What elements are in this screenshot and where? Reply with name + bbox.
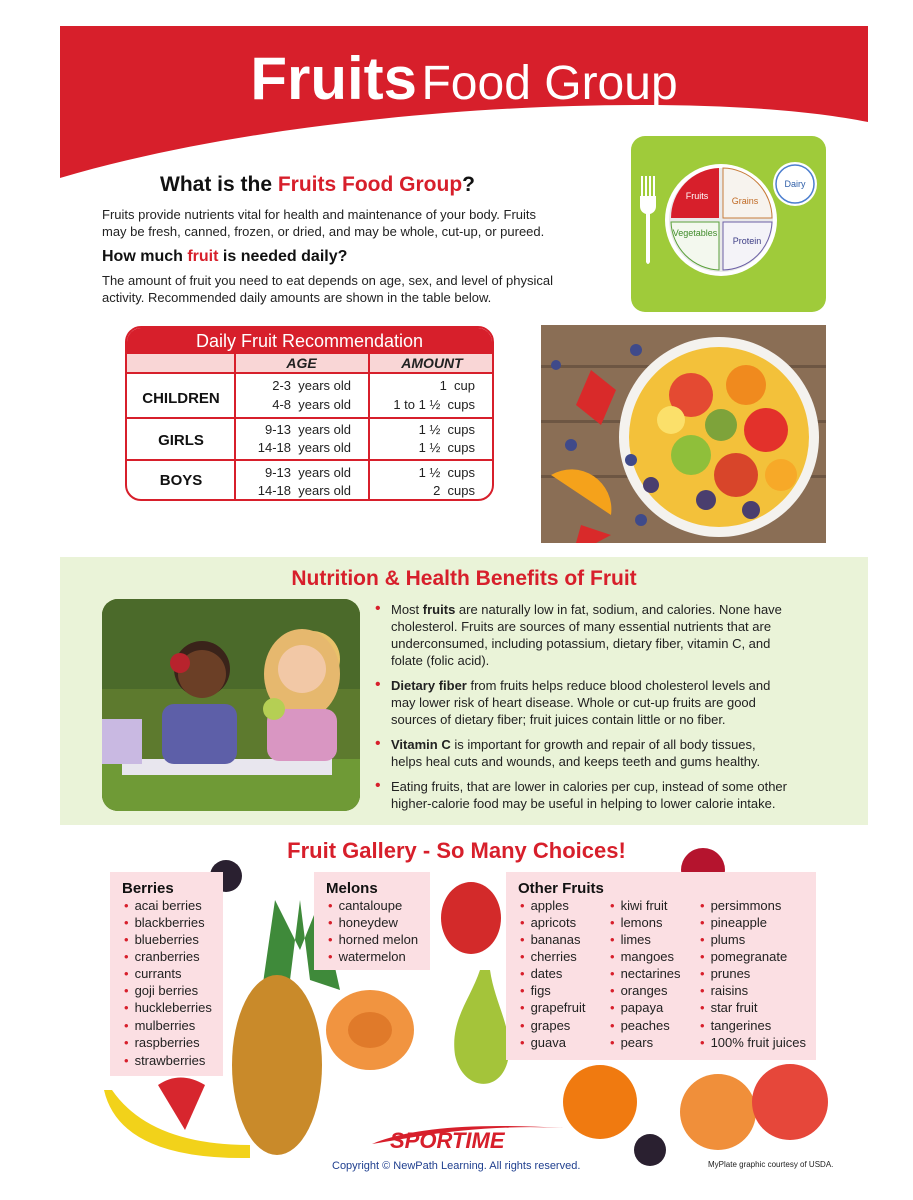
fork-icon	[640, 176, 656, 264]
q2-suffix: is needed daily?	[218, 248, 348, 265]
list-item: • cantaloupe	[328, 898, 402, 913]
b1-l3: underconsumed, including potassium, dietary fiber, vitamin C, and	[391, 636, 771, 651]
fruit-bowl-photo	[541, 325, 826, 543]
group-boys: BOYS	[159, 472, 203, 489]
plate-protein-label: Protein	[732, 236, 762, 246]
p2-line1: The amount of fruit you need to eat depends on age, sex, and level of physical	[102, 273, 553, 288]
list-item: • goji berries	[124, 983, 198, 998]
b3-l2: helps heal cuts and wounds, and keeps teeth and gums healthy.	[391, 754, 761, 769]
gallery-title: Fruit Gallery - So Many Choices!	[287, 838, 626, 863]
myplate-graphic	[631, 136, 826, 312]
list-item: • mulberries	[124, 1018, 195, 1033]
list-item: • 100% fruit juices	[700, 1035, 806, 1050]
list-item: • oranges	[610, 983, 668, 998]
col-age: AGE	[286, 355, 317, 371]
list-item: • tangerines	[700, 1018, 771, 1033]
p1-line1: Fruits provide nutrients vital for health and maintenance of your body. Fruits	[102, 207, 537, 222]
list-item: • plums	[700, 932, 745, 947]
list-item: • acai berries	[124, 898, 202, 913]
plate-dairy-label: Dairy	[784, 179, 806, 189]
b2-l3: sources of dietary fiber; fruit juices contain little or no fiber.	[391, 712, 726, 727]
bullet-vitamin-c	[391, 736, 831, 770]
b3-bold: Vitamin C	[391, 737, 451, 752]
b1-bold: fruits	[422, 602, 456, 617]
list-item: • pineapple	[700, 915, 767, 930]
list-item: • guava	[520, 1035, 566, 1050]
b1-l4: folate (folic acid).	[391, 653, 490, 668]
age-cell: 4-8 years old	[272, 397, 351, 412]
p1-line2: may be fresh, canned, frozen, or dried, and may be whole, cut-up, or pureed.	[102, 224, 545, 239]
age-cell: 14-18 years old	[257, 483, 351, 498]
nutrition-title: Nutrition & Health Benefits of Fruit	[291, 567, 637, 590]
bullet-low-fat	[391, 601, 831, 669]
intro-question-1	[160, 173, 475, 197]
copyright-text: Copyright © NewPath Learning. All rights reserved.	[332, 1160, 581, 1172]
plate-fruits-label: Fruits	[685, 191, 709, 201]
list-item: • apricots	[520, 915, 576, 930]
plate-vegetables-label: Vegetables	[672, 228, 718, 238]
list-item: • honeydew	[328, 915, 398, 930]
b1-l1: are naturally low in fat, sodium, and calories. None have	[455, 602, 782, 617]
sportime-logo	[368, 1118, 568, 1154]
amount-cell: 1 ½ cups	[418, 465, 475, 480]
amount-cell: 1 ½ cups	[418, 440, 475, 455]
b1-pre: Most	[391, 602, 423, 617]
q1-suffix: ?	[462, 173, 475, 196]
list-item: • raspberries	[124, 1035, 200, 1050]
title-rest: Food Group	[421, 57, 678, 110]
b4-l1: Eating fruits, that are lower in calories per cup, instead of some other	[391, 779, 787, 794]
group-girls: GIRLS	[158, 432, 204, 449]
list-item: • cherries	[520, 949, 577, 964]
group-children: CHILDREN	[142, 390, 220, 407]
b2-bold: Dietary fiber	[391, 678, 467, 693]
amount-cell: 2 cups	[433, 483, 475, 498]
list-item: • cranberries	[124, 949, 200, 964]
q1-highlight: Fruits Food Group	[277, 173, 463, 196]
list-item: • strawberries	[124, 1053, 205, 1068]
berries-box	[110, 872, 223, 1076]
list-item: • papaya	[610, 1000, 663, 1015]
list-item: • blueberries	[124, 932, 199, 947]
q2-prefix: How much	[102, 248, 188, 265]
intro-paragraph-1	[102, 206, 544, 240]
age-cell: 9-13 years old	[265, 422, 351, 437]
q2-highlight: fruit	[187, 248, 219, 265]
logo-text: SPORTIME	[390, 1128, 505, 1153]
list-item: • grapefruit	[520, 1000, 585, 1015]
plate-grains-label: Grains	[731, 196, 759, 206]
b1-l2: cholesterol. Fruits are sources of many essential nutrients that are	[391, 619, 772, 634]
b2-l2: may lower risk of heart disease. Whole or cut-up fruits are good	[391, 695, 756, 710]
orange-icon	[563, 1065, 637, 1139]
b4-l2: higher-calorie food may be useful in helping to lower calorie intake.	[391, 796, 776, 811]
amount-cell: 1 cup	[439, 378, 475, 393]
col-amount: AMOUNT	[401, 355, 463, 371]
amount-cell: 1 ½ cups	[418, 422, 475, 437]
other-fruits-box	[506, 872, 816, 1060]
intro-paragraph-2	[102, 272, 553, 306]
usda-credit: MyPlate graphic courtesy of USDA.	[708, 1160, 834, 1169]
list-item: • grapes	[520, 1018, 570, 1033]
list-item: • raisins	[700, 983, 748, 998]
list-item: • prunes	[700, 966, 750, 981]
nutrition-panel	[60, 557, 868, 825]
list-item: • pears	[610, 1035, 653, 1050]
list-item: • limes	[610, 932, 651, 947]
daily-fruit-table	[125, 326, 494, 501]
list-item: • star fruit	[700, 1000, 758, 1015]
bullet-lower-calories	[391, 778, 831, 812]
amount-cell: 1 to 1 ½ cups	[393, 397, 475, 412]
list-item: • bananas	[520, 932, 580, 947]
list-item: • lemons	[610, 915, 662, 930]
list-item: • pomegranate	[700, 949, 787, 964]
list-item: • apples	[520, 898, 569, 913]
peach-icon	[680, 1074, 756, 1150]
bullet-dietary-fiber	[391, 677, 831, 728]
strawberry-icon	[158, 1078, 205, 1131]
pear-icon	[454, 970, 509, 1084]
list-item: • mangoes	[610, 949, 674, 964]
table-header	[127, 354, 492, 374]
list-item: • figs	[520, 983, 551, 998]
age-cell: 9-13 years old	[265, 465, 351, 480]
melons-box	[314, 872, 430, 970]
age-cell: 2-3 years old	[272, 378, 351, 393]
nectarine-icon	[752, 1064, 828, 1140]
q1-prefix: What is the	[160, 173, 278, 196]
list-item: • currants	[124, 966, 182, 981]
list-item: • peaches	[610, 1018, 670, 1033]
list-item: • watermelon	[328, 949, 406, 964]
list-item: • horned melon	[328, 932, 418, 947]
other-fruits-title: Other Fruits	[518, 880, 604, 897]
list-item: • kiwi fruit	[610, 898, 668, 913]
list-item: • blackberries	[124, 915, 205, 930]
list-item: • persimmons	[700, 898, 781, 913]
title-bold: Fruits	[250, 45, 418, 112]
p2-line2: activity. Recommended daily amounts are shown in the table below.	[102, 290, 492, 305]
page-title	[60, 44, 868, 113]
b2-l1: from fruits helps reduce blood cholesterol levels and	[466, 678, 771, 693]
list-item: • dates	[520, 966, 562, 981]
melons-title: Melons	[326, 880, 378, 897]
list-item: • nectarines	[610, 966, 681, 981]
apple-icon	[441, 882, 501, 954]
intro-question-2	[102, 248, 347, 266]
b3-l1: is important for growth and repair of all body tissues,	[450, 737, 756, 752]
kids-eating-fruit-photo	[102, 599, 360, 811]
age-cell: 14-18 years old	[257, 440, 351, 455]
list-item: • huckleberries	[124, 1000, 212, 1015]
table-title: Daily Fruit Recommendation	[127, 328, 492, 354]
berries-title: Berries	[122, 880, 174, 897]
blackberry-bottom-icon	[634, 1134, 666, 1166]
